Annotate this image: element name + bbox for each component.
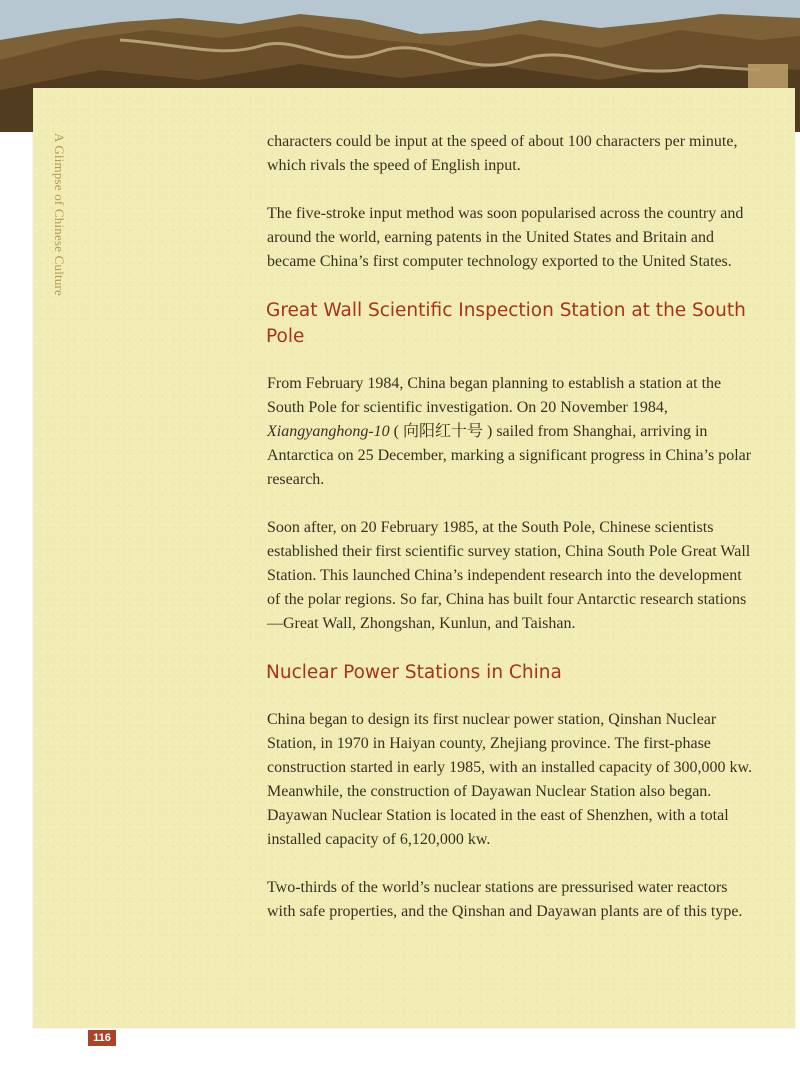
book-side-title: A Glimpse of Chinese Culture: [52, 133, 67, 297]
heading-great-wall-station: Great Wall Scientific Inspection Station at the South Pole: [266, 300, 746, 347]
paragraph-south-pole-planning: [267, 372, 757, 492]
paragraph-pressurised-water-reactors: Two-thirds of the world’s nuclear stations are pressurised water reactors with safe properties, and the Qinshan and Dayawan plants are of this type.: [267, 879, 743, 920]
page-number-badge: 116: [88, 1030, 116, 1046]
page-content: [267, 130, 757, 948]
heading-nuclear-power-stations: Nuclear Power Stations in China: [266, 662, 562, 683]
paragraph-qinshan-dayawan: China began to design its first nuclear power station, Qinshan Nuclear Station, in 1970 in Haiyan county, Zhejiang province. The first-phase construction started in early 1985, with an installed capacity of 300,000 kw. Meanwhile, the construction of Dayawan Nuclear Station also began. Dayawan Nuclear Station is located in the east of Shenzhen, with a total installed capacity of 6,120,000 kw.: [267, 711, 753, 848]
ship-name: Xiangyanghong-10: [267, 423, 390, 440]
paragraph-great-wall-station: Soon after, on 20 February 1985, at the South Pole, Chinese scientists established their first scientific survey station, China South Pole Great Wall Station. This launched China’s independent research into the development of the polar regions. So far, China has built four Antarctic research stations—Great Wall, Zhongshan, Kunlun, and Taishan.: [267, 519, 751, 632]
paragraph-input-speed: characters could be input at the speed of about 100 characters per minute, which rivals the speed of English input.: [267, 133, 738, 174]
chinese-ship-name: ( 向阳红十号 ): [389, 423, 497, 440]
text-segment: sailed from Shanghai, arriving in Antarctica on 25 December, marking a significant progress in China’s polar research.: [267, 423, 752, 488]
paragraph-five-stroke-method: The five-stroke input method was soon popularised across the country and around the world, earning patents in the United States and Britain and became China’s first computer technology exported to the United States.: [267, 205, 744, 270]
text-segment: From February 1984, China began planning to establish a station at the South Pole for scientific investigation. On 20 November 1984,: [267, 375, 722, 416]
